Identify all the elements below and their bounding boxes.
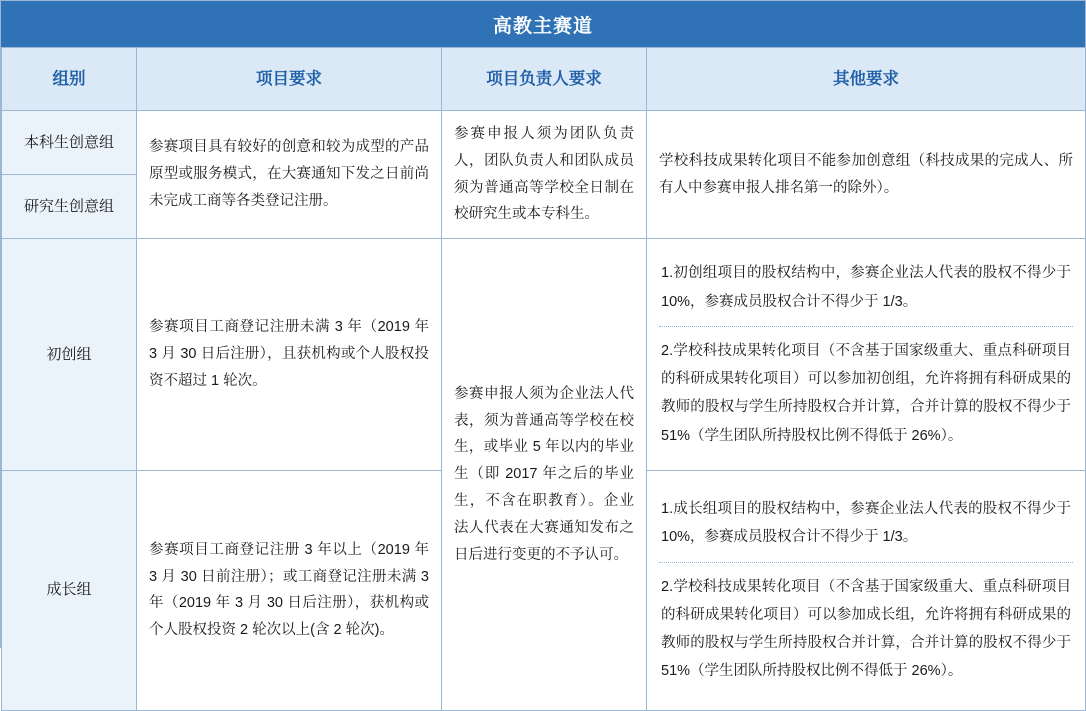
group-cell-startup: 初创组 [2, 239, 137, 471]
list-item [659, 562, 1073, 696]
list-item [659, 485, 1073, 562]
table-row [2, 111, 1086, 175]
column-header-project-requirement: 项目要求 [137, 48, 442, 111]
list-item [659, 326, 1073, 460]
startup-other-item-1: 1.初创组项目的股权结构中，参赛企业法人代表的股权不得少于 10%，参赛成员股权合计不得少于 1/3。 [661, 265, 1071, 310]
table-row [2, 239, 1086, 471]
list-item [659, 249, 1073, 326]
table-header [2, 48, 1086, 111]
other-requirement-stack [659, 249, 1073, 460]
growth-other-item-2: 2.学校科技成果转化项目（不含基于国家级重大、重点科研项目的科研成果转化项目）可以参加成长组，允许将拥有科研成果的教师的股权与学生所持股权合并计算，合并计算的股权不得少于 51%（学生团队所持股权比例不得低于 26%）。 [661, 578, 1071, 680]
cell-growth-other-requirement [647, 470, 1086, 710]
cell-idea-project-requirement: 参赛项目具有较好的创意和较为成型的产品原型或服务模式，在大赛通知下发之日前尚未完成工商等各类登记注册。 [137, 111, 442, 239]
group-cell-postgrad-idea: 研究生创意组 [2, 175, 137, 239]
other-requirement-stack [659, 485, 1073, 696]
column-header-other-requirement: 其他要求 [647, 48, 1086, 111]
table-body [2, 111, 1086, 711]
growth-other-item-1: 1.成长组项目的股权结构中，参赛企业法人代表的股权不得少于 10%，参赛成员股权合计不得少于 1/3。 [661, 501, 1071, 546]
cell-idea-leader-requirement: 参赛申报人须为团队负责人，团队负责人和团队成员须为普通高等学校全日制在校研究生或本专科生。 [442, 111, 647, 239]
column-header-group: 组别 [2, 48, 137, 111]
cell-growth-project-requirement: 参赛项目工商登记注册 3 年以上（2019 年 3 月 30 日前注册）；或工商登记注册未满 3 年（2019 年 3 月 30 日后注册），获机构或个人股权投资 2 轮次以上(含 2 轮次)。 [137, 470, 442, 710]
cell-startup-project-requirement: 参赛项目工商登记注册未满 3 年（2019 年 3 月 30 日后注册），且获机构或个人股权投资不超过 1 轮次。 [137, 239, 442, 471]
requirements-table [1, 47, 1086, 711]
column-header-leader-requirement: 项目负责人要求 [442, 48, 647, 111]
cell-startgrowth-leader-requirement: 参赛申报人须为企业法人代表，须为普通高等学校在校生，或毕业 5 年以内的毕业生（即 2017 年之后的毕业生，不含在职教育）。企业法人代表在大赛通知发布之日后进行变更的不予认可。 [442, 239, 647, 711]
group-cell-growth: 成长组 [2, 470, 137, 710]
cell-idea-other-requirement: 学校科技成果转化项目不能参加创意组（科技成果的完成人、所有人中参赛申报人排名第一的除外）。 [647, 111, 1086, 239]
group-cell-undergrad-idea: 本科生创意组 [2, 111, 137, 175]
page-title: 高教主赛道 [1, 1, 1085, 47]
cell-startup-other-requirement [647, 239, 1086, 471]
startup-other-item-2: 2.学校科技成果转化项目（不含基于国家级重大、重点科研项目的科研成果转化项目）可以参加初创组，允许将拥有科研成果的教师的股权与学生所持股权合并计算，合并计算的股权不得少于 51%（学生团队所持股权比例不得低于 26%）。 [661, 342, 1071, 444]
table-header-row [2, 48, 1086, 111]
